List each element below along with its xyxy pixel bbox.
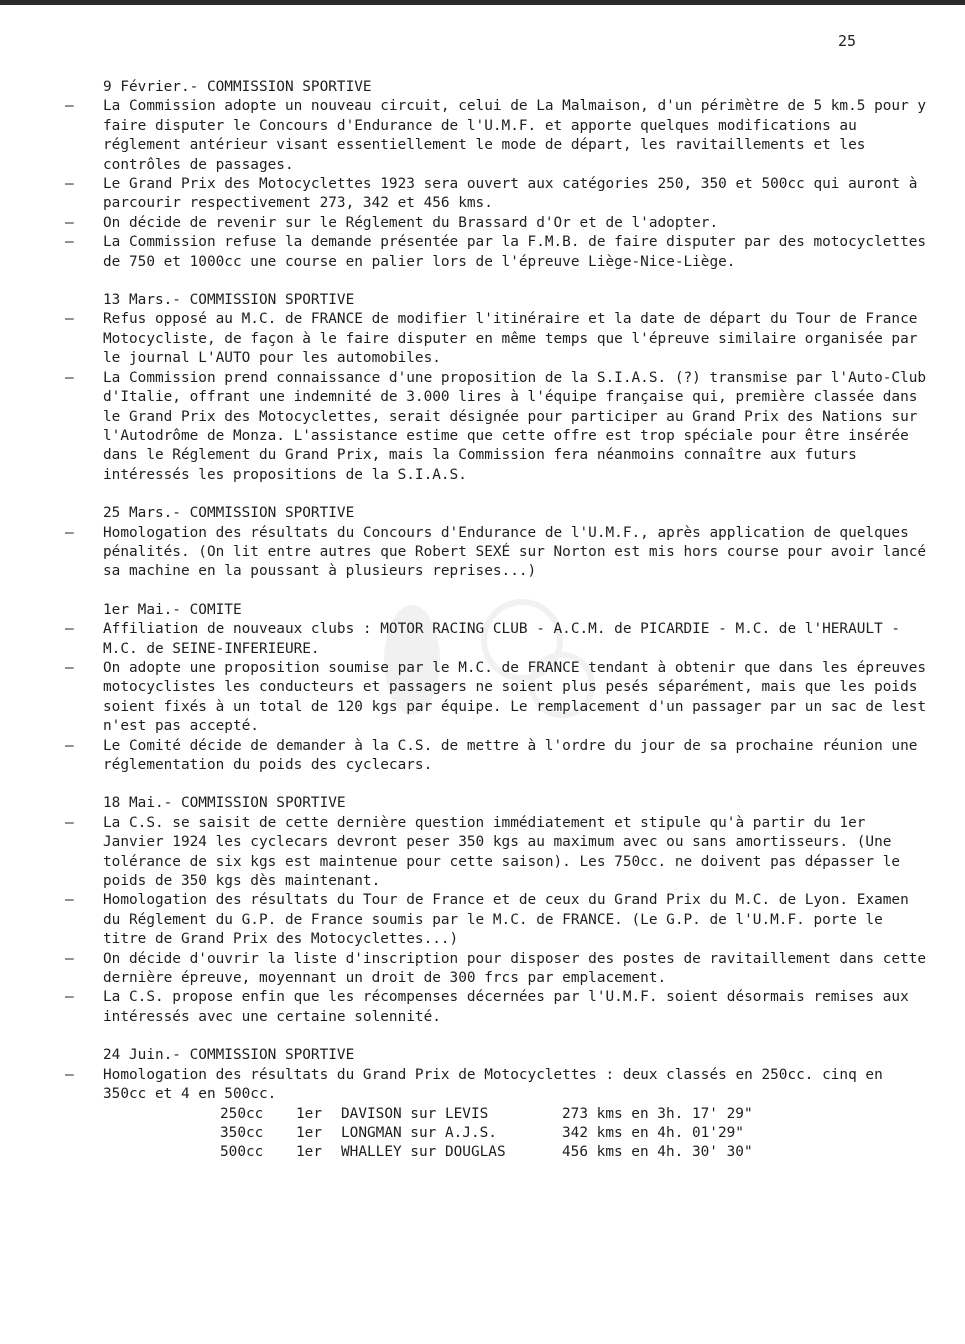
entry-text: Refus opposé au M.C. de FRANCE de modifier l'itinéraire et la date de départ du Tour de France Motocycliste, de façon à le faire disputer en même temps que l'épreuve similaire organisée par le journal L'AUTO pour les automobiles. [103,311,918,367]
list-item [65,214,933,233]
entry-text: La Commission adopte un nouveau circuit, celui de La Malmaison, d'un périmètre de 5 km.5 pour y faire disputer le Concours d'Endurance de l'U.M.F. et apporte quelques modifications au réglement antérieur visant essentiellement le mode de départ, les ravitaillements et les contrôles de passages. [103,98,927,173]
results-table [220,1105,753,1163]
result-place: 1er [296,1144,322,1161]
result-rider: DAVISON sur LEVIS [341,1105,489,1122]
bullet-dash: – [65,659,74,676]
entry-text: Homologation des résultats du Grand Prix de Motocyclettes : deux classés en 250cc. cinq en 350cc et 4 en 500cc. [103,1066,883,1103]
entry-text: On adopte une proposition soumise par le M.C. de FRANCE tendant à obtenir que dans les épreuves motocyclistes les conducteurs et passagers ne soient plus pesés séparément, mais que les poids soient fixés à un total de 120 kgs par équipe. Le remplacement d'un passager par un sac de lest n'est pas accepté. [103,659,927,735]
bullet-dash: – [65,98,74,115]
entry-text: On décide de revenir sur le Réglement du Brassard d'Or et de l'adopter. [103,214,719,231]
list-item [65,620,933,659]
result-rider: LONGMAN sur A.J.S. [341,1124,497,1141]
list-item [65,175,933,214]
result-distance-time: 342 kms en 4h. 01'29" [562,1124,744,1141]
result-place: 1er [296,1124,322,1141]
page-number: 25 [838,32,857,50]
section-heading: 25 Mars.- COMMISSION SPORTIVE [103,505,355,522]
bullet-dash: – [65,621,74,638]
section-heading: 13 Mars.- COMMISSION SPORTIVE [103,292,355,309]
bullet-dash: – [65,989,74,1006]
entry-text: On décide d'ouvrir la liste d'inscription pour disposer des postes de ravitaillement dans cette dernière épreuve, moyennant un droit de 300 frcs par emplacement. [103,950,927,987]
entry-text: La C.S. propose enfin que les récompenses décernées par l'U.M.F. soient désormais remises aux intéressés avec une certaine solennité. [103,989,909,1025]
bullet-dash: – [65,234,74,251]
bullet-dash: – [65,214,74,231]
list-item [65,1066,933,1105]
bullet-dash: – [65,892,74,909]
list-item [65,891,933,949]
list-item [65,659,933,737]
list-item [65,233,933,272]
table-row [220,1124,753,1143]
section-heading: 9 Février.- COMMISSION SPORTIVE [103,79,372,95]
table-row [220,1105,753,1124]
bullet-dash: – [65,737,74,754]
result-distance-time: 456 kms en 4h. 30' 30" [562,1144,753,1161]
result-rider: WHALLEY sur DOUGLAS [341,1144,506,1161]
bullet-dash: – [65,369,74,386]
list-item [65,950,933,989]
entry-text: Le Comité décide de demander à la C.S. de mettre à l'ordre du jour de sa prochaine réunion une réglementation du poids des cyclecars. [103,737,918,773]
entry-text: Le Grand Prix des Motocyclettes 1923 sera ouvert aux catégories 250, 350 et 500cc qui auront à parcourir respectivement 273, 342 et 456 kms. [103,176,918,212]
bullet-dash: – [65,1066,74,1083]
result-place: 1er [296,1105,322,1122]
list-item [65,737,933,776]
bullet-dash: – [65,524,74,541]
section-mar-13 [65,291,933,485]
list-item [65,97,933,175]
result-category: 250cc [220,1105,264,1122]
section-heading: 24 Juin.- COMMISSION SPORTIVE [103,1047,355,1064]
result-distance-time: 273 kms en 3h. 17' 29" [562,1105,753,1122]
result-category: 350cc [220,1124,264,1141]
list-item [65,369,933,485]
section-jun-24 [65,1046,933,1162]
document-body [65,78,933,1182]
list-item [65,310,933,368]
entry-text: La Commission refuse la demande présentée par la F.M.B. de faire disputer par des motocyclettes de 750 et 1000cc une course en palier lors de l'épreuve Liège-Nice-Liège. [103,234,927,270]
section-mar-25 [65,504,933,582]
section-heading: 18 Mai.- COMMISSION SPORTIVE [103,795,346,812]
section-may-18 [65,794,933,1027]
section-heading: 1er Mai.- COMITE [103,601,242,618]
bullet-dash: – [65,814,74,831]
entry-text: La Commission prend connaissance d'une proposition de la S.I.A.S. (?) transmise par l'Auto-Club d'Italie, offrant une indemnité de 3.000 lires à l'équipe française qui, première classée dans le Grand Prix des Motocyclettes, serait désignée pour participer au Grand Prix des Nations sur l'Autodrôme de Monza. L'assistance estime que cette offre est trop spéciale pour être insérée dans le Réglement du Grand Prix, mais la Commission fera néanmoins connaître aux futurs intéressés les propositions de la S.I.A.S. [103,369,927,483]
list-item [65,524,933,582]
entry-text: La C.S. se saisit de cette dernière question immédiatement et stipule qu'à partir du 1er Janvier 1924 les cyclecars devront peser 350 kgs au maximum avec ou sans amortisseurs. (Une tolérance de six kgs est maintenue pour cette saison). Les 750cc. ne doivent pas dépasser le poids de 350 kgs dès maintenant. [103,814,901,890]
top-border-rule [0,0,965,5]
list-item [65,814,933,892]
bullet-dash: – [65,950,74,967]
entry-text: Homologation des résultats du Tour de France et de ceux du Grand Prix du M.C. de Lyon. Examen du Réglement du G.P. de France soumis par le M.C. de FRANCE. (Le G.P. de l'U.M.F. porte le titre de Grand Prix des Motocyclettes...) [103,892,909,948]
result-category: 500cc [220,1144,264,1161]
section-may-1 [65,601,933,776]
entry-text: Homologation des résultats du Concours d'Endurance de l'U.M.F., après application de quelques pénalités. (On lit entre autres que Robert SEXÉ sur Norton est mis hors course pour avoir lancé sa machine en la poussant à plusieurs reprises...) [103,524,927,580]
entry-text: Affiliation de nouveaux clubs : MOTOR RACING CLUB - A.C.M. de PICARDIE - M.C. de l'HERAULT - M.C. de SEINE-INFERIEURE. [103,621,901,657]
table-row [220,1143,753,1162]
bullet-dash: – [65,311,74,328]
section-feb-9 [65,78,933,272]
list-item [65,988,933,1027]
bullet-dash: – [65,176,74,193]
